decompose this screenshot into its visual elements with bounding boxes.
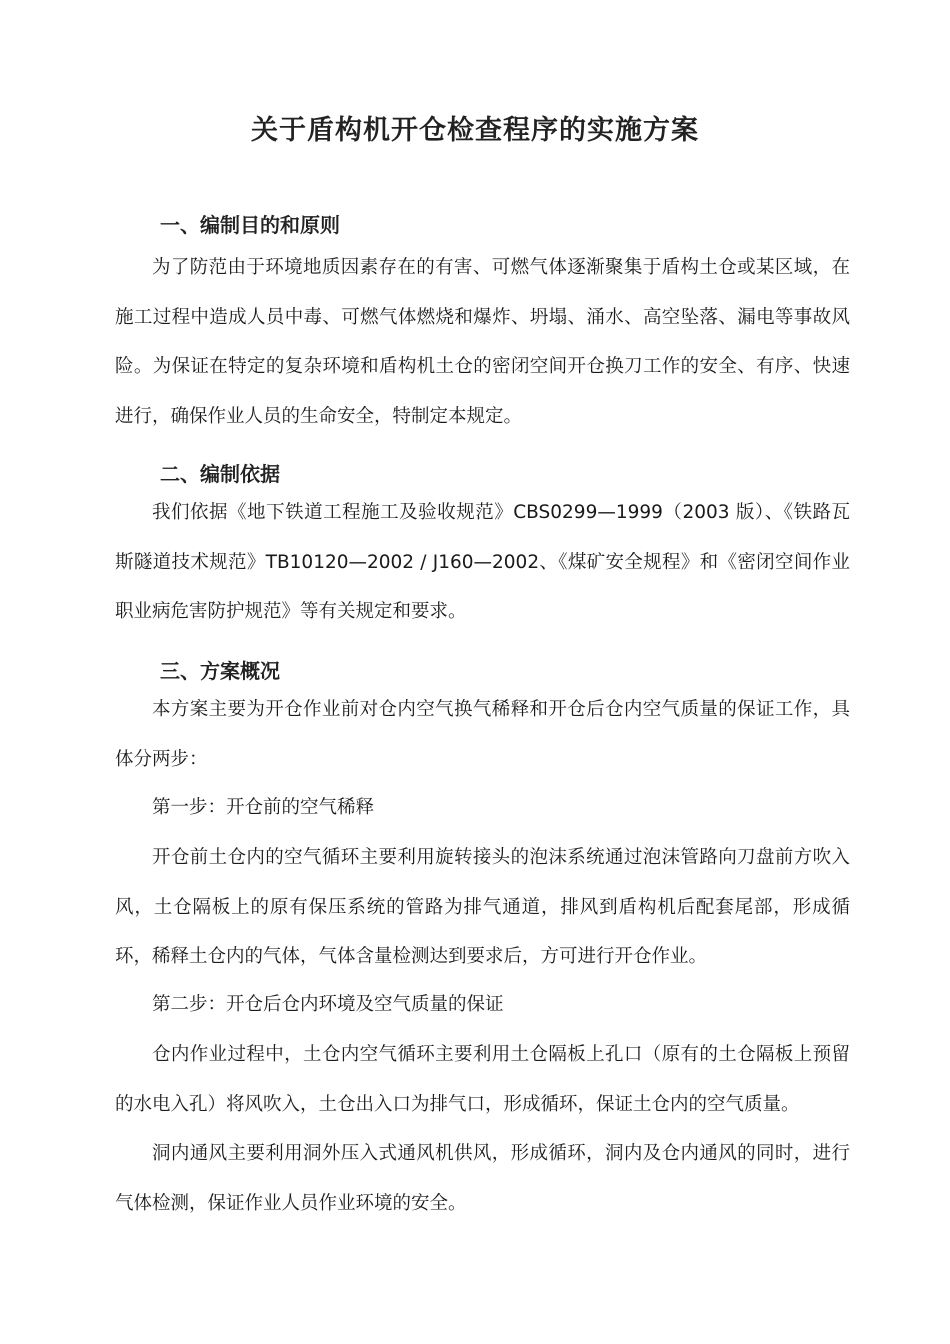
document-title: 关于盾构机开仓检查程序的实施方案 — [251, 115, 699, 146]
section-heading-purpose: 一、编制目的和原则 — [160, 213, 340, 237]
section-paragraph-basis: 我们依据《地下铁道工程施工及验收规范》CBS0299—1999（2003 版）、《铁路瓦斯隧道技术规范》TB10120—2002 / J160—2002、《煤矿安全规程》和《密闭空间作业职业病危害防护规范》等有关规定和要求。 — [115, 502, 850, 622]
section-heading-basis: 二、编制依据 — [160, 462, 280, 486]
step2-text: 仓内作业过程中，土仓内空气循环主要利用土仓隔板上孔口（原有的土仓隔板上预留的水电入孔）将风吹入，土仓出入口为排气口，形成循环，保证土仓内的空气质量。 — [115, 1044, 850, 1115]
section-heading-overview: 三、方案概况 — [160, 659, 280, 683]
step2-title: 第二步：开仓后仓内环境及空气质量的保证 — [152, 994, 504, 1015]
ventilation-closing: 洞内通风主要利用洞外压入式通风机供风，形成循环，洞内及仓内通风的同时，进行气体检测，保证作业人员作业环境的安全。 — [115, 1143, 850, 1214]
overview-intro: 本方案主要为开仓作业前对仓内空气换气稀释和开仓后仓内空气质量的保证工作，具体分两步： — [115, 699, 850, 770]
step1-text: 开仓前土仓内的空气循环主要利用旋转接头的泡沫系统通过泡沫管路向刀盘前方吹入风，土仓隔板上的原有保压系统的管路为排气通道，排风到盾构机后配套尾部，形成循环，稀释土仓内的气体，气体含量检测达到要求后，方可进行开仓作业。 — [115, 847, 850, 967]
section-paragraph-purpose: 为了防范由于环境地质因素存在的有害、可燃气体逐渐聚集于盾构土仓或某区域，在施工过程中造成人员中毒、可燃气体燃烧和爆炸、坍塌、涌水、高空坠落、漏电等事故风险。为保证在特定的复杂环境和盾构机土仓的密闭空间开仓换刀工作的安全、有序、快速进行，确保作业人员的生命安全，特制定本规定。 — [115, 257, 850, 427]
step1-title: 第一步：开仓前的空气稀释 — [152, 797, 375, 818]
